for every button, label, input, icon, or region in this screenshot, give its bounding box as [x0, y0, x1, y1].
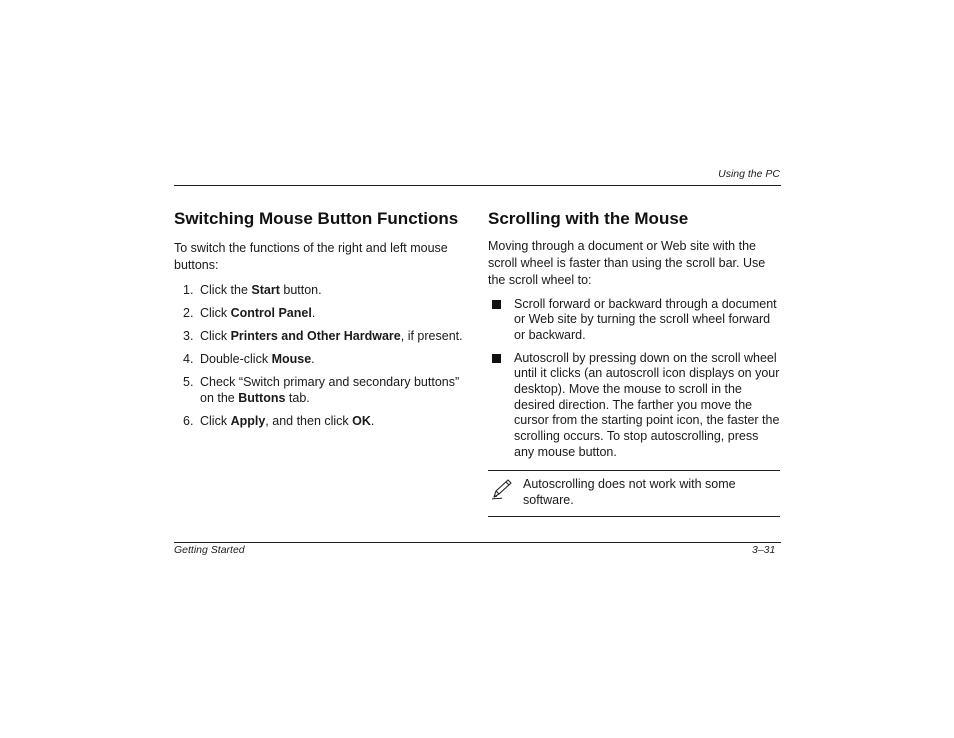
step-text: . — [311, 351, 315, 366]
footer-book-title: Getting Started — [174, 544, 245, 556]
pencil-note-icon — [490, 477, 514, 501]
step-text: Check “Switch primary and secondary buttons” on the — [200, 374, 460, 405]
bullet-text: Autoscroll by pressing down on the scroll wheel until it clicks (an autoscroll icon displays on your desktop). Move the mouse to scroll in the desired direction. The farther you move the cursor from the starting point icon, the faster the scrolling occurs. To stop autoscrolling, press any mouse button. — [514, 350, 780, 459]
note-text: Autoscrolling does not work with some software. — [523, 477, 736, 507]
step-text: Double-click — [200, 351, 272, 366]
bullet-square-icon — [492, 354, 501, 363]
bullet-square-icon — [492, 300, 501, 309]
step-number: 2. — [183, 305, 194, 320]
list-item — [488, 297, 780, 344]
step-text: Click — [200, 305, 231, 320]
step-number: 4. — [183, 351, 194, 366]
note-box — [488, 470, 780, 517]
left-column — [174, 208, 464, 436]
step-bold-text: OK — [352, 413, 371, 428]
step-bold-text: Start — [251, 282, 280, 297]
step-bold-text: Printers and Other Hardware — [230, 328, 401, 343]
steps-list — [174, 282, 464, 429]
list-item — [174, 328, 464, 344]
list-item — [174, 351, 464, 367]
step-text: . — [370, 413, 375, 428]
step-bold-text: Apply — [230, 413, 266, 428]
step-text: , and then click — [265, 413, 353, 428]
running-header: Using the PC — [718, 168, 780, 180]
section-intro-mouse-buttons: To switch the functions of the right and left mouse buttons: — [174, 240, 448, 272]
step-bold-text: Buttons — [238, 390, 286, 405]
list-item — [174, 305, 464, 321]
step-text: Click — [200, 413, 231, 428]
step-number: 3. — [183, 328, 194, 343]
header-rule — [174, 185, 781, 186]
step-text: button. — [279, 282, 322, 297]
footer-rule — [174, 542, 781, 543]
list-item — [174, 282, 464, 298]
step-text: , if present. — [400, 328, 463, 343]
step-number: 5. — [183, 374, 194, 389]
page-number: 3–31 — [752, 544, 776, 556]
step-text: tab. — [285, 390, 310, 405]
right-column — [488, 208, 780, 468]
step-bold-text: Control Panel — [230, 305, 312, 320]
step-text: Click — [200, 328, 231, 343]
list-item — [174, 413, 464, 429]
bullet-text: Scroll forward or backward through a document or Web site by turning the scroll wheel forward or backward. — [514, 296, 777, 342]
list-item — [488, 351, 780, 461]
section-heading-mouse-buttons: Switching Mouse Button Functions — [174, 209, 459, 228]
step-bold-text: Mouse — [271, 351, 312, 366]
step-text: Click the — [200, 282, 252, 297]
step-number: 1. — [183, 282, 194, 297]
section-heading-scrolling: Scrolling with the Mouse — [488, 209, 689, 228]
bullet-list — [488, 297, 780, 461]
list-item — [174, 374, 464, 406]
section-intro-scrolling: Moving through a document or Web site with the scroll wheel is faster than using the scroll bar. Use the scroll wheel to: — [488, 238, 766, 287]
step-number: 6. — [183, 413, 194, 428]
step-text: . — [311, 305, 316, 320]
